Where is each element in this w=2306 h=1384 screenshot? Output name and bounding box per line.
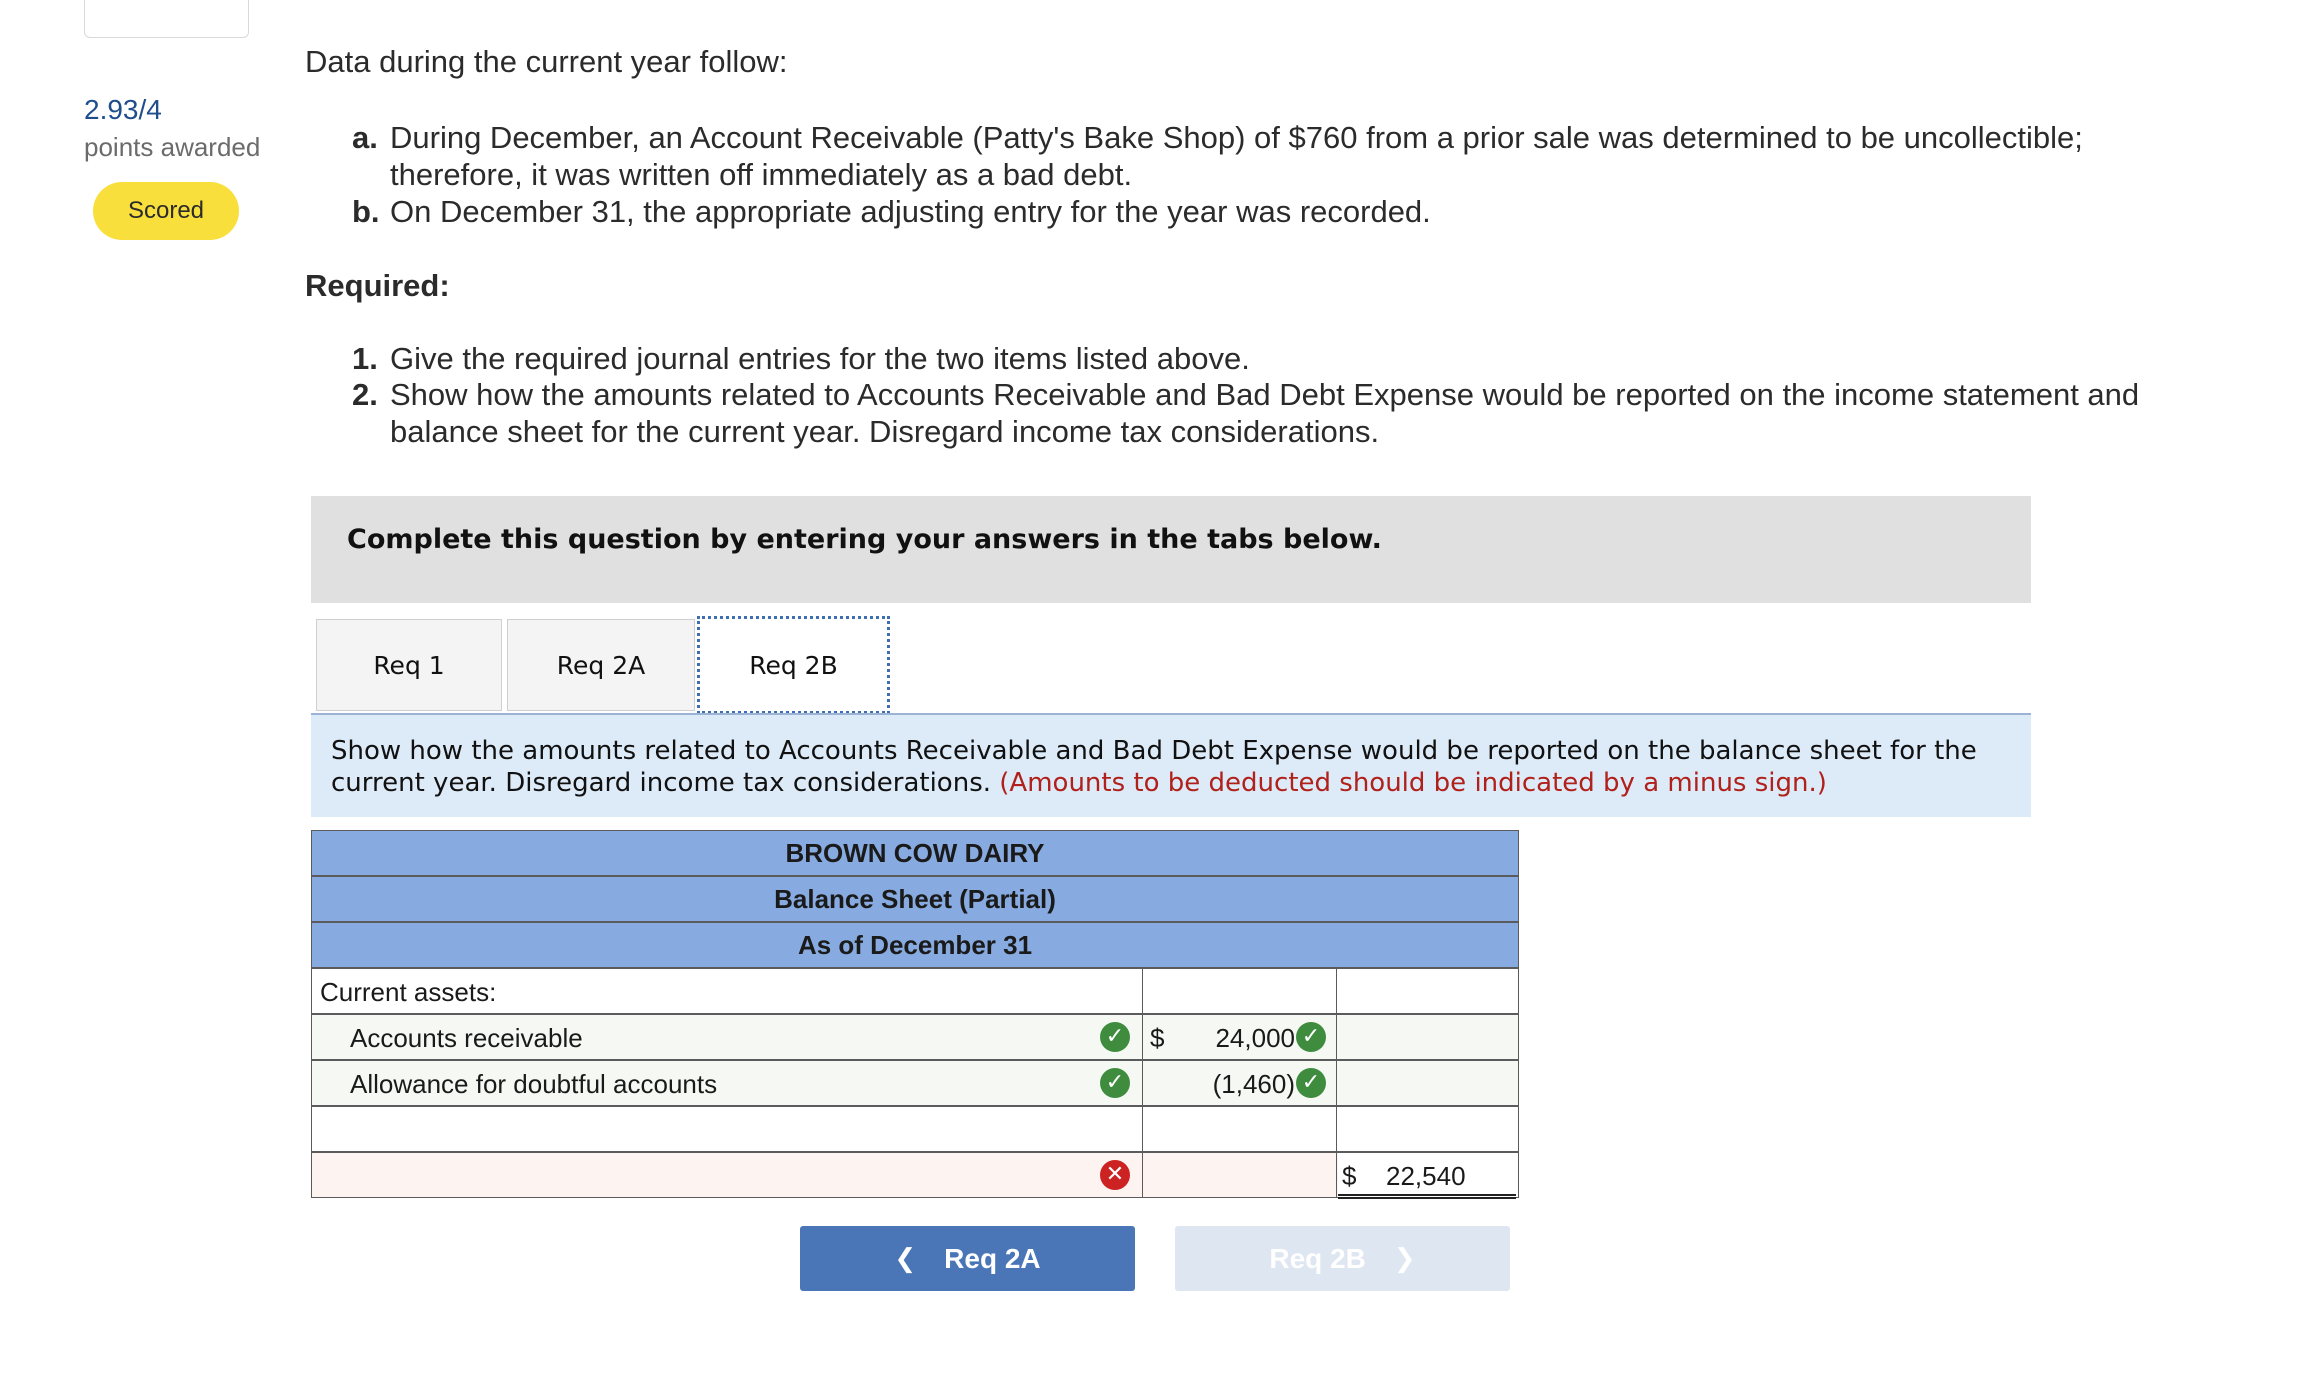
item-marker: a. (352, 120, 378, 155)
previous-question-card (84, 0, 249, 38)
column-divider (1142, 1061, 1143, 1105)
requirement-text-continued: balance sheet for the current year. Disregard income tax considerations. (390, 414, 1380, 449)
requirement-marker: 1. (352, 341, 378, 376)
section-row (311, 968, 1519, 1014)
column-divider (1336, 1015, 1337, 1059)
instruction-text (331, 735, 2011, 799)
instruction-banner (311, 496, 2031, 603)
prev-tab-label: Req 2A (944, 1242, 1041, 1274)
points-label: points awarded (84, 132, 261, 162)
instruction-main: Show how the amounts related to Accounts Receivable and Bad Debt Expense would be reported on the balance sheet for the current year. Disregard income tax considerations. (331, 736, 1977, 798)
requirement-marker: 2. (352, 377, 378, 412)
table-row (311, 1014, 1519, 1060)
statement-date: As of December 31 (311, 922, 1519, 968)
chevron-right-icon: ❯ (1393, 1243, 1416, 1274)
currency-symbol: $ (1342, 1161, 1357, 1191)
column-divider (1142, 1153, 1143, 1197)
question-item-a (352, 119, 2083, 192)
next-tab-label: Req 2B (1269, 1242, 1366, 1274)
tab-req-2a[interactable]: Req 2A (507, 619, 695, 711)
amount-input[interactable]: 24,000 (1215, 1023, 1295, 1053)
points-value: 2.93/4 (84, 94, 162, 125)
account-label-select[interactable]: Accounts receivable (350, 1023, 583, 1053)
total-amount-input[interactable]: 22,540 (1386, 1161, 1466, 1191)
check-icon: ✓ (1296, 1068, 1326, 1098)
instruction-note: (Amounts to be deducted should be indicated by a minus sign.) (999, 768, 1827, 798)
next-tab-button[interactable] (1175, 1226, 1510, 1291)
column-divider (1336, 1153, 1337, 1197)
double-underline (1338, 1194, 1516, 1199)
x-icon: ✕ (1100, 1160, 1130, 1190)
chevron-left-icon: ❮ (894, 1243, 917, 1274)
account-label-select[interactable] (350, 1115, 1050, 1143)
question-intro: Data during the current year follow: (305, 44, 788, 79)
company-name: BROWN COW DAIRY (311, 830, 1519, 876)
column-divider (1142, 1107, 1143, 1151)
total-row (311, 1152, 1519, 1198)
banner-text: Complete this question by entering your answers in the tabs below. (347, 524, 1382, 555)
question-item-b (352, 193, 1431, 230)
table-row (311, 1060, 1519, 1106)
section-label: Current assets: (320, 977, 497, 1007)
account-label-select[interactable]: Allowance for doubtful accounts (350, 1069, 718, 1099)
required-heading: Required: (305, 268, 450, 303)
requirement-2 (352, 376, 2140, 449)
account-label-select[interactable] (350, 1161, 1050, 1189)
column-divider (1336, 1107, 1337, 1151)
item-text-continued: therefore, it was written off immediately as a bad debt. (390, 157, 1133, 192)
column-divider (1142, 1015, 1143, 1059)
amount-input[interactable]: (1,460) (1212, 1069, 1295, 1099)
amount-input[interactable] (1162, 1115, 1322, 1143)
table-row (311, 1106, 1519, 1152)
requirement-text: Give the required journal entries for the two items listed above. (390, 341, 1250, 376)
item-marker: b. (352, 194, 380, 229)
requirement-1 (352, 340, 1250, 377)
column-divider (1336, 969, 1337, 1013)
prev-tab-button[interactable] (800, 1226, 1135, 1291)
statement-title: Balance Sheet (Partial) (311, 876, 1519, 922)
currency-symbol: $ (1150, 1023, 1165, 1053)
requirement-text: Show how the amounts related to Accounts Receivable and Bad Debt Expense would be reported on the income statement and (390, 377, 2140, 412)
column-divider (1336, 1061, 1337, 1105)
item-text: During December, an Account Receivable (Patty's Bake Shop) of $760 from a prior sale was determined to be uncollectible; (390, 120, 2083, 155)
tab-req-1[interactable]: Req 1 (316, 619, 502, 711)
check-icon: ✓ (1100, 1022, 1130, 1052)
total-cell (1338, 1153, 1518, 1197)
column-divider (1142, 969, 1143, 1013)
check-icon: ✓ (1296, 1022, 1326, 1052)
status-badge: Scored (93, 182, 239, 240)
item-text: On December 31, the appropriate adjusting entry for the year was recorded. (390, 194, 1431, 229)
check-icon: ✓ (1100, 1068, 1130, 1098)
tab-instruction (311, 715, 2031, 817)
tab-req-2b[interactable]: Req 2B (697, 616, 890, 714)
